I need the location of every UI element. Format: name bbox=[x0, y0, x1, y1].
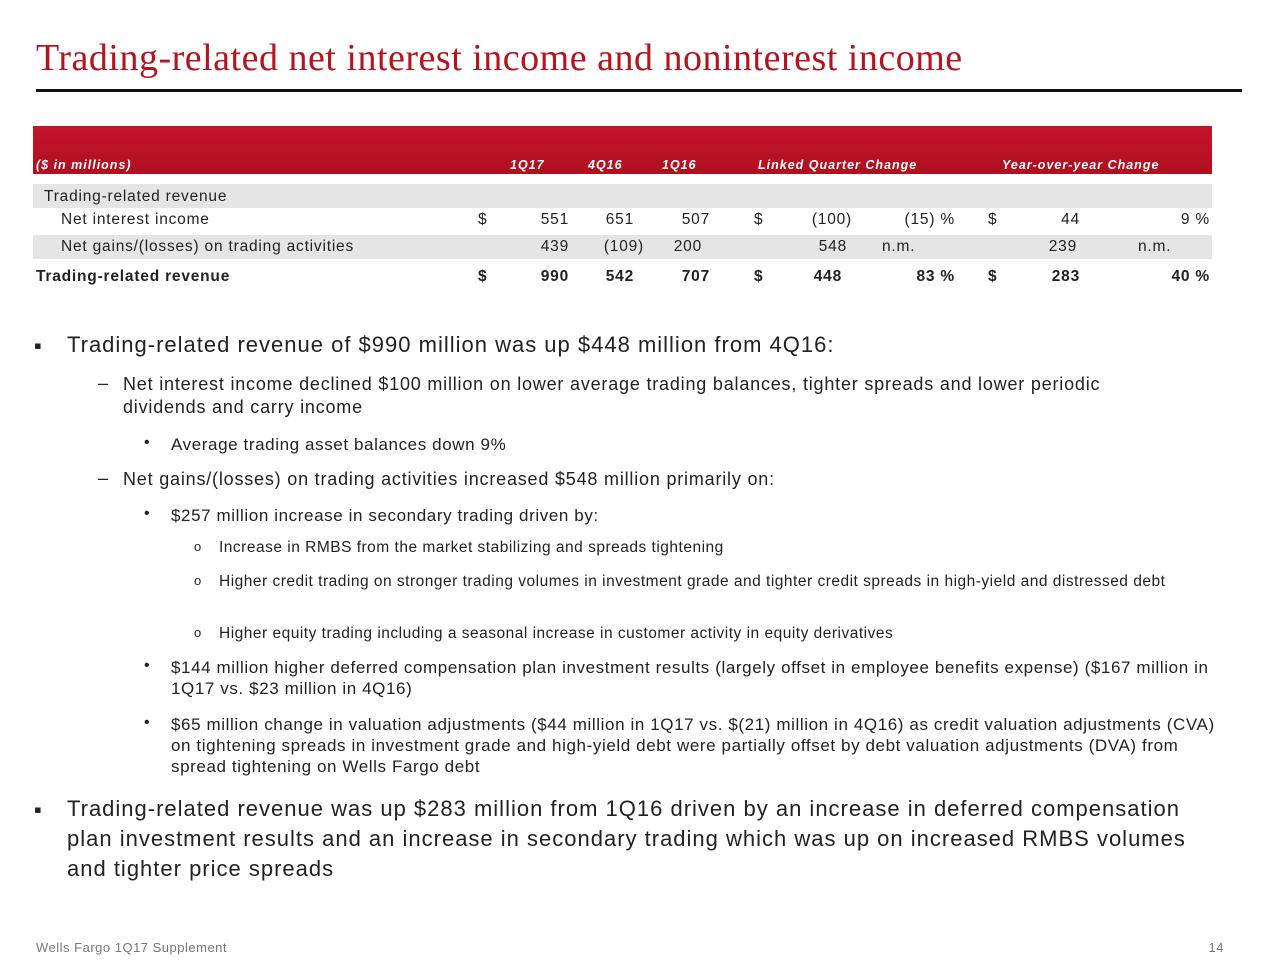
dot-bullet-icon: • bbox=[144, 714, 150, 731]
value-1q17: 990 bbox=[540, 268, 569, 285]
title-divider bbox=[36, 89, 1242, 92]
dollar-sign: $ bbox=[988, 268, 998, 285]
yoy-change-amount: 283 bbox=[1051, 268, 1080, 285]
value-4q16: 651 bbox=[605, 211, 634, 228]
sub-bullet-text: Net interest income declined $100 million on lower average trading balances, tighter spreads and lower periodic dividends and carry income bbox=[123, 374, 1101, 417]
total-row-label: Trading-related revenue bbox=[36, 268, 231, 285]
col-header-yoy: Year-over-year Change bbox=[1002, 158, 1160, 172]
bullet-text: Trading-related revenue was up $283 million from 1Q16 driven by an increase in deferred compensation plan investment results and an increase in secondary trading which was up on increased RMBS volumes and tighter price spreads bbox=[67, 796, 1186, 881]
yoy-change-pct: n.m. bbox=[1138, 238, 1172, 255]
lq-change-amount: (100) bbox=[811, 211, 852, 228]
lq-change-pct: n.m. bbox=[882, 238, 916, 255]
value-4q16: 542 bbox=[605, 268, 634, 285]
bullet-text: Trading-related revenue of $990 million was up $448 million from 4Q16: bbox=[67, 332, 835, 357]
col-header-1q16: 1Q16 bbox=[662, 158, 697, 172]
dot-bullet-icon: • bbox=[144, 505, 150, 522]
dot-bullet-icon: • bbox=[144, 657, 150, 674]
section-label: Trading-related revenue bbox=[44, 188, 228, 205]
level-4-bullet-text: Increase in RMBS from the market stabilizing and spreads tightening bbox=[219, 539, 724, 556]
value-1q16: 200 bbox=[673, 238, 702, 255]
value-4q16: (109) bbox=[603, 238, 644, 255]
dot-bullet-icon: • bbox=[144, 434, 150, 451]
slide-title: Trading-related net interest income and noninterest income bbox=[36, 37, 963, 79]
sub-sub-bullet-text: $144 million higher deferred compensation plan investment results (largely offset in employee benefits expense) ($167 million in 1Q17 vs. $23 million in 4Q16) bbox=[171, 658, 1209, 698]
value-1q16: 507 bbox=[681, 211, 710, 228]
units-header: ($ in millions) bbox=[36, 158, 132, 172]
dollar-sign: $ bbox=[754, 268, 764, 285]
sub-bullet-text: Net gains/(losses) on trading activities increased $548 million primarily on: bbox=[123, 469, 775, 489]
row-label: Net interest income bbox=[61, 211, 210, 228]
dash-bullet-icon: – bbox=[98, 468, 109, 488]
sub-sub-bullet-text: $65 million change in valuation adjustments ($44 million in 1Q17 vs. $(21) million in 4Q16) as credit valuation adjustments (CVA) on tightening spreads in investment grade and high-yield debt were partially offset by debt valuation adjustments (DVA) from spread tightening on Wells Fargo debt bbox=[171, 715, 1215, 776]
page-number: 14 bbox=[1208, 940, 1224, 955]
lq-change-amount: 548 bbox=[818, 238, 847, 255]
square-bullet-icon: ▪ bbox=[34, 797, 42, 822]
value-1q17: 439 bbox=[540, 238, 569, 255]
dash-bullet-icon: – bbox=[98, 373, 109, 393]
yoy-change-amount: 239 bbox=[1048, 238, 1077, 255]
lq-change-pct: 83 % bbox=[916, 268, 955, 285]
level-4-bullet-text: Higher credit trading on stronger trading volumes in investment grade and tighter credit spreads in high-yield and distressed debt bbox=[219, 573, 1166, 590]
sub-sub-bullet-text: $257 million increase in secondary trading driven by: bbox=[171, 506, 599, 525]
dollar-sign: $ bbox=[988, 211, 998, 228]
circle-bullet-icon: o bbox=[194, 625, 202, 640]
lq-change-amount: 448 bbox=[813, 268, 842, 285]
yoy-change-pct: 40 % bbox=[1171, 268, 1210, 285]
col-header-linked-quarter: Linked Quarter Change bbox=[758, 158, 918, 172]
value-1q17: 551 bbox=[540, 211, 569, 228]
yoy-change-amount: 44 bbox=[1061, 211, 1080, 228]
dollar-sign: $ bbox=[478, 268, 488, 285]
level-4-bullet-text: Higher equity trading including a seasonal increase in customer activity in equity derivatives bbox=[219, 625, 894, 642]
value-1q16: 707 bbox=[681, 268, 710, 285]
footer-text: Wells Fargo 1Q17 Supplement bbox=[36, 940, 228, 955]
circle-bullet-icon: o bbox=[194, 573, 202, 588]
col-header-4q16: 4Q16 bbox=[588, 158, 623, 172]
circle-bullet-icon: o bbox=[194, 539, 202, 554]
col-header-1q17: 1Q17 bbox=[510, 158, 545, 172]
dollar-sign: $ bbox=[754, 211, 764, 228]
yoy-change-pct: 9 % bbox=[1180, 211, 1210, 228]
square-bullet-icon: ▪ bbox=[34, 333, 42, 358]
row-label: Net gains/(losses) on trading activities bbox=[61, 238, 355, 255]
dollar-sign: $ bbox=[478, 211, 488, 228]
lq-change-pct: (15) % bbox=[904, 211, 955, 228]
sub-sub-bullet-text: Average trading asset balances down 9% bbox=[171, 435, 507, 454]
